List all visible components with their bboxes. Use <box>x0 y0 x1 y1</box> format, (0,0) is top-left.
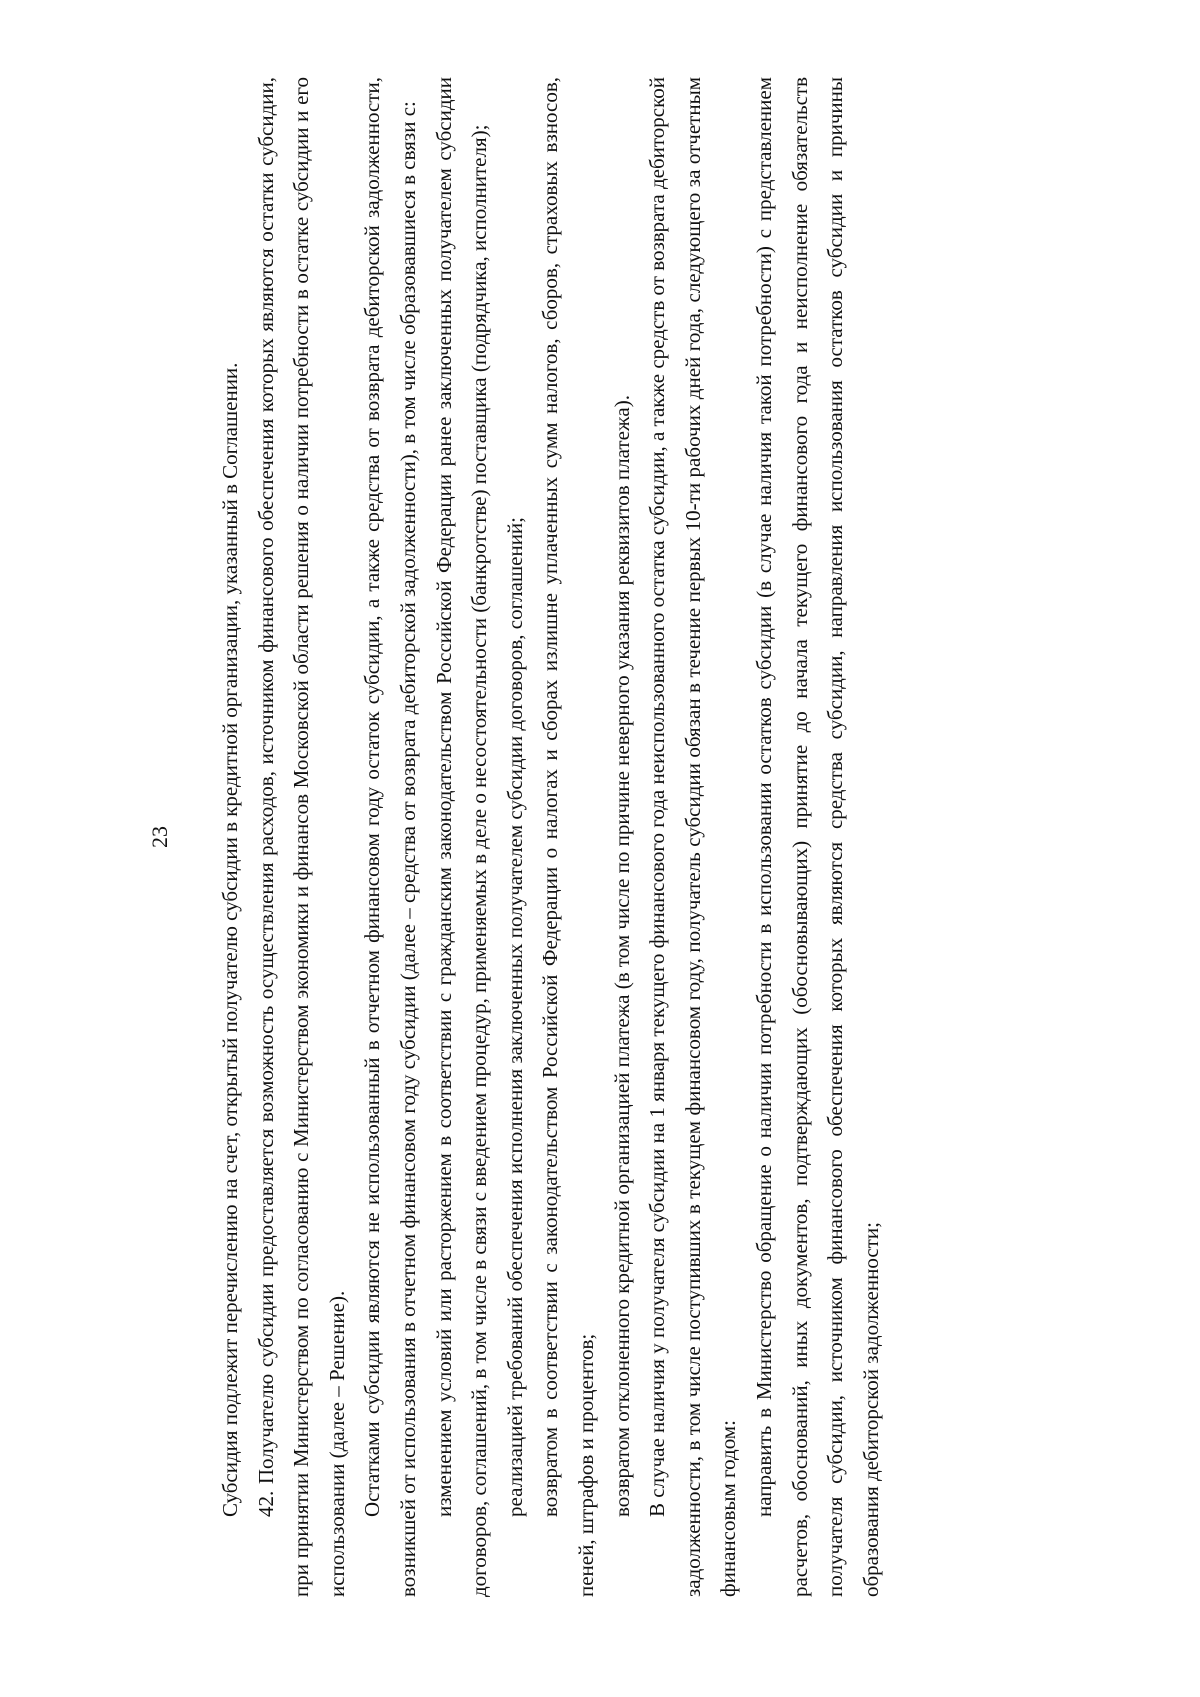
rotated-page-content <box>145 77 1185 1597</box>
paragraph-subsidy-transfer: Субсидия подлежит перечислению на счет, открытый получателю субсидии в кредитной организации, указанный в Соглашении. <box>218 362 242 1517</box>
paragraph-unused-balance: В случае наличия у получателя субсидии на 1 января текущего финансового года неиспользованного остатка субсидии, а также средств от возврата дебиторской задолженности, в том числе поступивших в текущем финансовом году, получатель субсидии обязан в течение первых 10-ти рабочих дней года, следующего за отчетным финансовым годом: <box>645 77 741 1597</box>
paragraph-request-to-ministry: направить в Министерство обращение о наличии потребности в использовании остатков субсидии (в случае наличия такой потребности) с представлением расчетов, обоснований, иных документов, подтверждающих (обосновывающих) принятие до начала текущего финансового года и неисполнение обязательств получателя субсидии, источником финансового обеспечения которых являются средства субсидии, направления использования остатков субсидии и причины образования дебиторской задолженности; <box>751 77 883 1597</box>
paragraph-balances-definition: Остатками субсидии являются не использованный в отчетном финансовом году остаток субсидии, а также средства от возврата дебиторской задолженности, возникшей от использования в отчетном финансовом году субсидии (далее – средства от возврата дебиторской задолженности), в том числе образовавшиеся в связи с: <box>360 77 420 1597</box>
document-body <box>213 77 889 1597</box>
page-number: 23 <box>147 826 172 848</box>
paragraph-contract-changes: изменением условий или расторжением в соответствии с гражданским законодательством Российской Федерации ранее заключенных получателем субсидии договоров, соглашений, в том числе в связи с введением процедур, применяемых в деле о несостоятельности (банкротстве) поставщика (подрядчика, исполнителя); <box>431 77 492 1597</box>
paragraph-enforcement: реализацией требований обеспечения исполнения заключенных получателем субсидии договоров, соглашений; <box>502 516 527 1517</box>
paragraph-rejected-payment: возвратом отклоненного кредитной организацией платежа (в том числе по причине неверного указания реквизитов платежа). <box>609 395 634 1517</box>
paragraph-tax-refund: возвратом в соответствии с законодательством Российской Федерации о налогах и сборах излишне уплаченных сумм налогов, сборов, страховых взносов, пеней, штрафов и процентов; <box>538 77 598 1597</box>
paragraph-42-balances: 42. Получателю субсидии предоставляется возможность осуществления расходов, источником финансового обеспечения которых являются остатки субсидии, при принятии Министерством по согласованию с Министерством экономики и финансов Московской области решения о наличии потребности в остатке субсидии и его использовании (далее – Решение). <box>253 77 349 1597</box>
